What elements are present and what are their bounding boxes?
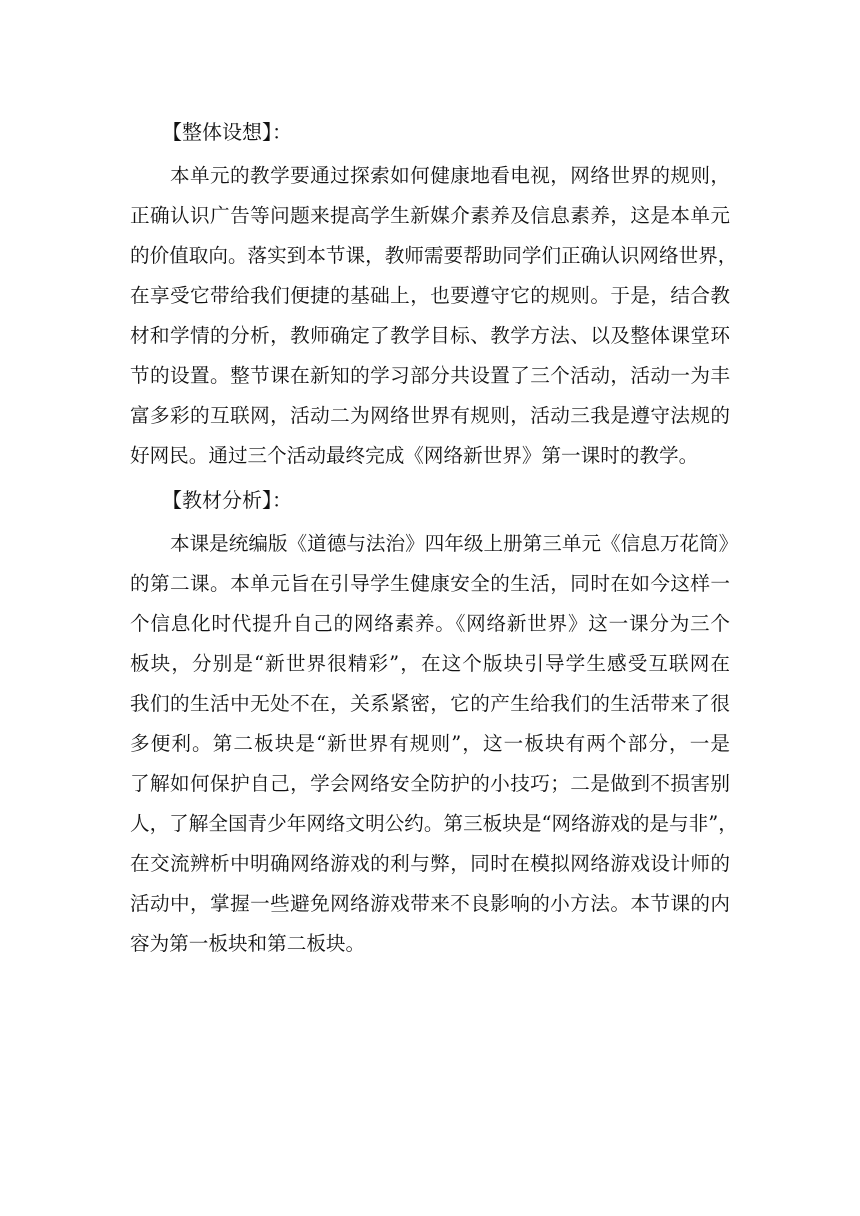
paragraph-line: 本课是统编版《道德与法治》四年级上册第三单元《信息万花筒》 bbox=[170, 532, 739, 555]
paragraph-line: 本单元的教学要通过探索如何健康地看电视，网络世界的规则， bbox=[170, 164, 730, 187]
paragraph-line: 好网民。通过三个活动最终完成《网络新世界》第一课时的教学。 bbox=[130, 444, 699, 467]
paragraph-line: 板块，分别是“新世界很精彩”，在这个版块引导学生感受互联网在 bbox=[130, 652, 730, 675]
document-body bbox=[130, 112, 739, 964]
paragraph-line: 个信息化时代提升自己的网络素养。《网络新世界》这一课分为三个 bbox=[130, 612, 730, 635]
paragraph-line: 节的设置。整节课在新知的学习部分共设置了三个活动，活动一为丰 bbox=[130, 364, 730, 387]
paragraph-line: 正确认识广告等问题来提高学生新媒介素养及信息素养，这是本单元 bbox=[130, 204, 730, 227]
paragraph-line: 容为第一板块和第二板块。 bbox=[130, 932, 366, 955]
paragraph-line: 我们的生活中无处不在，关系紧密，它的产生给我们的生活带来了很 bbox=[130, 692, 730, 715]
paragraph-line: 人，了解全国青少年网络文明公约。第三板块是“网络游戏的是与非”， bbox=[130, 812, 738, 835]
material-analysis-heading: 【教材分析】： bbox=[162, 488, 292, 512]
paragraph-line: 了解如何保护自己，学会网络安全防护的小技巧；二是做到不损害别 bbox=[130, 772, 730, 795]
paragraph-line: 活动中，掌握一些避免网络游戏带来不良影响的小方法。本节课的内 bbox=[130, 892, 730, 915]
paragraph-line: 多便利。第二板块是“新世界有规则”，这一板块有两个部分，一是 bbox=[130, 732, 730, 755]
paragraph-line: 富多彩的互联网，活动二为网络世界有规则，活动三我是遵守法规的 bbox=[130, 404, 730, 427]
paragraph-line: 材和学情的分析，教师确定了教学目标、教学方法、以及整体课堂环 bbox=[130, 324, 730, 347]
paragraph-line: 的价值取向。落实到本节课，教师需要帮助同学们正确认识网络世界， bbox=[130, 244, 738, 267]
material-analysis-paragraph bbox=[130, 524, 739, 964]
paragraph-line: 在交流辨析中明确网络游戏的利与弊，同时在模拟网络游戏设计师的 bbox=[130, 852, 730, 875]
overall-idea-paragraph bbox=[130, 156, 738, 476]
overall-idea-heading: 【整体设想】： bbox=[162, 120, 292, 144]
paragraph-line: 在享受它带给我们便捷的基础上，也要遵守它的规则。于是，结合教 bbox=[130, 284, 730, 307]
paragraph-line: 的第二课。本单元旨在引导学生健康安全的生活，同时在如今这样一 bbox=[130, 572, 730, 595]
